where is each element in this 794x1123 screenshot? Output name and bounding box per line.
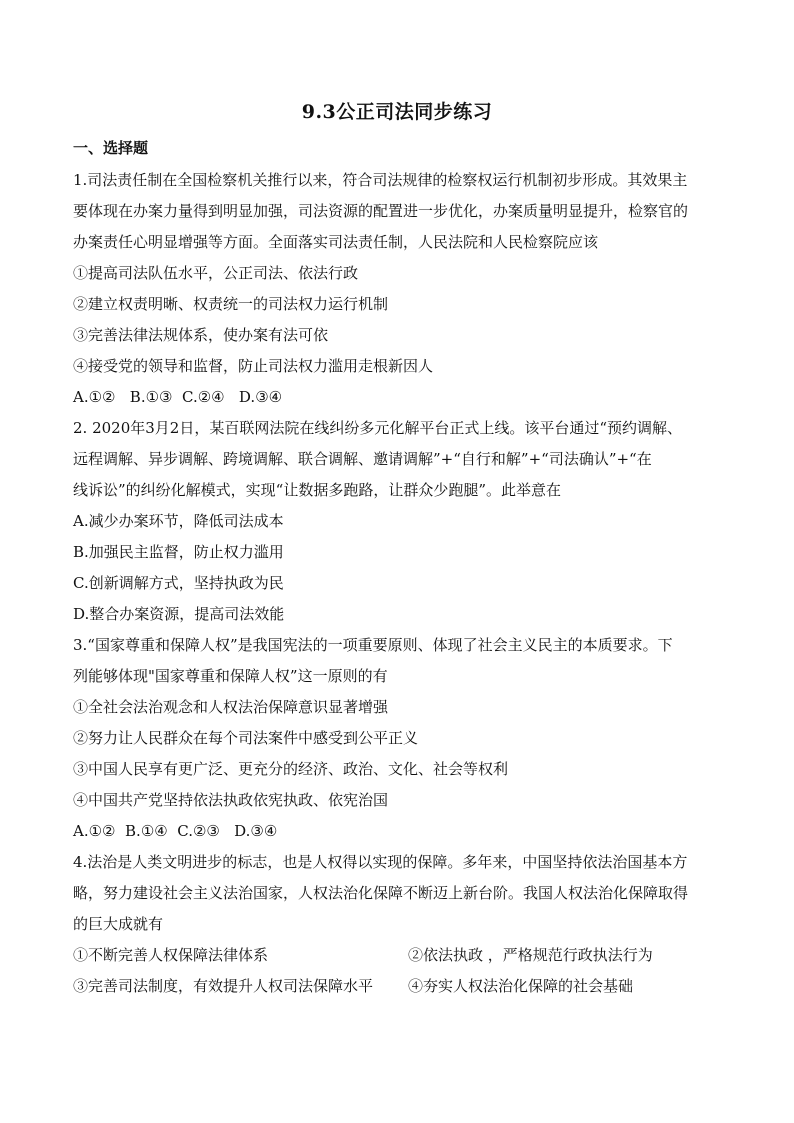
- answer-choices: A.①② B.①④ C.②③ D.③④: [73, 822, 278, 840]
- text-line: 2. 2020年3月2日，某百联网法院在线纠纷多元化解平台正式上线。该平台通过“预约调解、: [73, 419, 683, 437]
- option-line: ②努力让人民群众在每个司法案件中感受到公平正义: [73, 729, 419, 747]
- text-line: 3.“国家尊重和保障人权”是我国宪法的一项重要原则、体现了社会主义民主的本质要求。下: [73, 636, 673, 654]
- option-line: A.减少办案环节，降低司法成本: [73, 512, 284, 530]
- text-line: 要体现在办案力量得到明显加强，司法资源的配置进一步优化，办案质量明显提升，检察官的: [73, 202, 689, 220]
- page-title: 9.3公正司法同步练习: [301, 101, 493, 123]
- text-line: 线诉讼”的纠纷化解模式，实现“让数据多跑路，让群众少跑腿”。此举意在: [73, 481, 562, 499]
- text-line: 列能够体现"国家尊重和保障人权”这一原则的有: [73, 667, 388, 685]
- option-line: ④中国共产党坚持依法执政依宪执政、依宪治国: [73, 791, 389, 809]
- option-row: [73, 971, 725, 1002]
- text-line: 1.司法责任制在全国检察机关推行以来，符合司法规律的检察权运行机制初步形成。其效果主: [73, 171, 688, 189]
- option-line: D.整合办案资源，提高司法效能: [73, 605, 285, 623]
- option-line: ③中国人民享有更广泛、更充分的经济、政治、文化、社会等权利: [73, 760, 509, 778]
- option-line: ①提高司法队伍水平，公正司法、依法行政: [73, 264, 359, 282]
- option-item: ①不断完善人权保障法律体系: [73, 946, 269, 964]
- question-content: [73, 165, 725, 1002]
- text-line: 略，努力建设社会主义法治国家，人权法治化保障不断迈上新台阶。我国人权法治化保障取得: [73, 884, 689, 902]
- option-line: C.创新调解方式，坚持执政为民: [73, 574, 284, 592]
- answer-choices: A.①② B.①③ C.②④ D.③④: [73, 388, 283, 406]
- option-item: ④夯实人权法治化保障的社会基础: [408, 977, 634, 995]
- option-item: ②依法执政 ，严格规范行政执法行为: [408, 946, 653, 964]
- option-item: ③完善司法制度，有效提升人权司法保障水平: [73, 977, 374, 995]
- option-line: ①全社会法治观念和人权法治保障意识显著增强: [73, 698, 389, 716]
- option-line: ③完善法律法规体系，使办案有法可依: [73, 326, 329, 344]
- text-line: 远程调解、异步调解、跨境调解、联合调解、邀请调解”+“自行和解”+“司法确认”+“在: [73, 450, 652, 468]
- option-line: ④接受党的领导和监督，防止司法权力滥用走根新因人: [73, 357, 434, 375]
- text-line: 的巨大成就有: [73, 915, 164, 933]
- section-heading: 一、选择题: [73, 139, 149, 157]
- option-line: ②建立权责明晰、权责统一的司法权力运行机制: [73, 295, 389, 313]
- option-row: [73, 940, 725, 971]
- text-line: 办案责任心明显增强等方面。全面落实司法责任制，人民法院和人民检察院应该: [73, 233, 599, 251]
- option-line: B.加强民主监督，防止权力滥用: [73, 543, 284, 561]
- text-line: 4.法治是人类文明进步的标志，也是人权得以实现的保障。多年来，中国坚持依法治国基本方: [73, 853, 688, 871]
